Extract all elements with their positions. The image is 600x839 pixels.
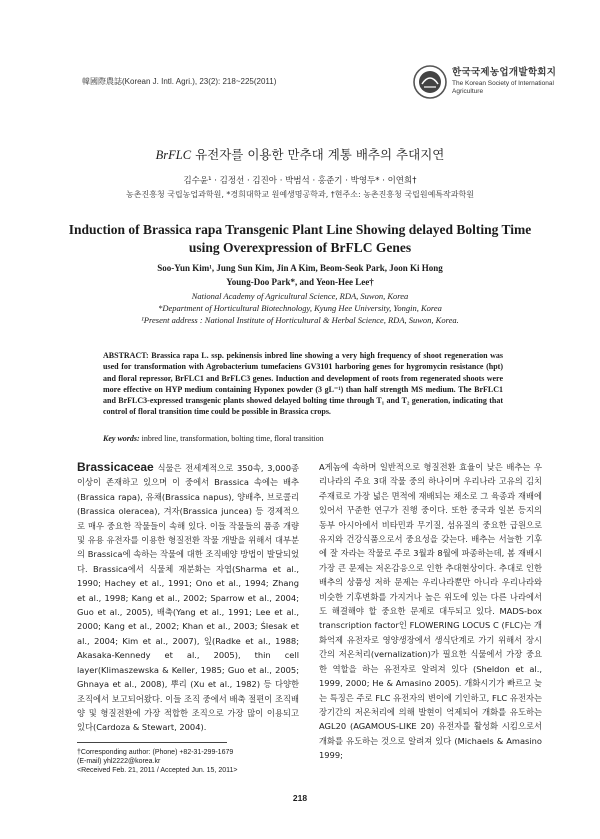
english-authors-line1: Soo-Yun Kim¹, Jung Sun Kim, Jin A Kim, Beom-Seok Park, Joon Ki Hong [157, 263, 443, 273]
english-authors-line2: Young-Doo Park*, and Yeon-Hee Lee† [226, 277, 374, 287]
footnote [77, 748, 307, 775]
keywords [103, 433, 503, 444]
english-title-line2: using Overexpression of BrFLC Genes [188, 240, 412, 255]
body-column-right: A게놈에 속하며 일반적으로 형질전환 효율이 낮은 배추는 우리나라의 주요 3대 작물 중의 하나이며 우리나라 고유의 김치 주재료로 가장 넓은 면적에 재배되는 채소로 그 육종과 재배에 있어서 꾸준한 연구가 진행 중이다. 또한 중국과 일본 등지의 동부 아시아에서 비타민과 무기질, 섬유질의 중요한 급원으로 유지와 건강식품으로서 중요성을 갖는다. 배추는 서늘한 기후에 잘 자라는 작물로 주로 3월과 8월에 파종하는데, 봄 재배시 가장 큰 문제는 저온감응으로 인한 추대현상이다. 추대로 인한 배추의 상품성 저하 문제는 우리나라뿐만 아니라 우리나라와 비슷한 기후변화를 가지거나 높은 위도에 있는 다른 나라에서도 해결해야 할 중요한 문제로 대두되고 있다. MADS-box transcription factor인 FLOWERING LOCUS C (FLC)는 개화억제 유전자로 영양생장에서 생식단계로 가기 위해서 장시간의 저온처리(vernalization)가 필요한 식물에서 가장 중요한 역할을 하는 유전자로 알려져 있다 (Sheldon et al., 1999, 2000; He & Amasino 2005). 개화시기가 빠르고 늦는 특징은 주로 FLC 유전자의 변이에 기인하고, FLC 유전자는 장기간의 저온처리에 의해 발현이 억제되어 개화를 유도하는 AGL20 (AGAMOUS-LIKE 20) 유전자를 활성화 시킴으로서 개화를 유도하는 것으로 알려져 있다 (Michaels & Amasino 1999; [319, 462, 542, 761]
abstract-text: Brassica rapa L. ssp. pekinensis inbred line showing a very high frequency of shoot regeneration was used for transformation with Agrobacterium tumefaciens GV3101 harboring genes for hygromycin resistance (hpt) and floral repressor, BrFLC1 and BrFLC3 genes. Induction and development of roots from regenerated shoots were more effective on HYP medium containing Hyponex powder (3 gL⁻¹) than half strength MS medium. The BrFLC1 and BrFLC3-expressed transgenic plants showed delayed bolting time through T₁ and T₂ generation, indicating that control of floral transition time could be possible in Brassica crops. [103, 351, 504, 417]
body-left-text: 식물은 전세계적으로 350속, 3,000종 이상이 존재하고 있으며 이 중에서 Brassica 속에는 배추(Brassica rapa), 유채(Brassica napus), 양배추, 브로콜리(Brassica oleracea), 겨자(Brassica juncea) 등 경제적으로 매우 중요한 작물들이 속해 있다. 이들 작물들의 품종 개량 및 유용 유전자를 이용한 형질전환 작물 개발을 위해서 대부분의 Brassica에 속하는 작물에 대한 조직배양 방법이 발달되었다. Brassica에서 식물체 재분화는 자엽(Sharma et al., 1990; Hachey et al., 1991; Ono et al., 1994; Zhang et al., 1998; Kang et al., 2002; Sparrow et al., 2004; Guo et al., 2005), 배축(Yang et al., 1991; Lee et al., 2000; Kang et al., 2002; Khan et al., 2003; Ślesak et al., 2004; Kim et al., 2007), 잎(Radke et al., 1988; Akasaka-Kennedy et al., 2005), thin cell layer(Klimaszewska & Keller, 1985; Guo et al., 2005; Ghnaya et al., 2008), 뿌리 (Xu et al., 1982) 등 다양한 조직에서 보고되어왔다. 이들 조직 중에서 배축 절편이 조직배양 및 형질전환에 가장 적합한 조직으로 가장 많이 이용되고 있다(Cardoza & Stewart, 2004). [77, 463, 299, 733]
korean-affiliation: 농촌진흥청 국립농업과학원, *경희대학교 원예생명공학과, †현주소: 농촌진흥청 국립원예특작과학원 [126, 190, 474, 199]
abstract [103, 350, 503, 418]
body-column-left [77, 460, 299, 735]
korean-title-gene: BrFLC [155, 148, 192, 162]
korean-title [60, 145, 540, 163]
affiliation-1: National Academy of Agricultural Science, RDA, Suwon, Korea [191, 291, 409, 301]
affiliation-2: *Department of Horticultural Biotechnology, Kyung Hee University, Yongin, Korea [158, 303, 442, 313]
keywords-text: inbred line, transformation, bolting time, floral transition [141, 434, 324, 443]
journal-citation: 韓國際農誌(Korean J. Intl. Agri.), 23(2): 218~225(2011) [82, 77, 277, 86]
abstract-label: ABSTRACT: [103, 351, 149, 360]
footnote-divider [77, 742, 227, 743]
english-title [60, 221, 540, 257]
english-authors [60, 261, 540, 289]
english-title-line1: Induction of Brassica rapa Transgenic Plant Line Showing delayed Bolting Time [68, 222, 532, 237]
body-dropcap: Brassicaceae [77, 460, 154, 474]
footnote-corresponding: †Corresponding author: (Phone) +82-31-299-1679 [77, 749, 234, 756]
korean-authors: 김수윤¹ · 김정선 · 김진아 · 박범석 · 홍준기 · 박영두* · 이연희† [183, 176, 417, 186]
society-name [452, 64, 562, 96]
society-logo-icon [412, 64, 448, 100]
society-name-ko: 한국국제농업개발학회지 [452, 67, 557, 78]
footnote-email: (E-mail) yhl2222@korea.kr [77, 758, 161, 765]
footnote-received: <Received Feb. 21, 2011 / Accepted Jun. 15, 2011> [77, 767, 238, 774]
society-name-en: The Korean Society of International Agriculture [452, 80, 554, 95]
english-affiliations [60, 290, 540, 326]
keywords-label: Key words: [103, 434, 140, 443]
affiliation-3: ¹Present address : National Institute of Horticultural & Herbal Science, RDA, Suwon, Korea. [141, 315, 459, 325]
korean-title-text: 유전자를 이용한 만추대 계통 배추의 추대지연 [195, 147, 445, 162]
page-number: 218 [292, 793, 308, 803]
